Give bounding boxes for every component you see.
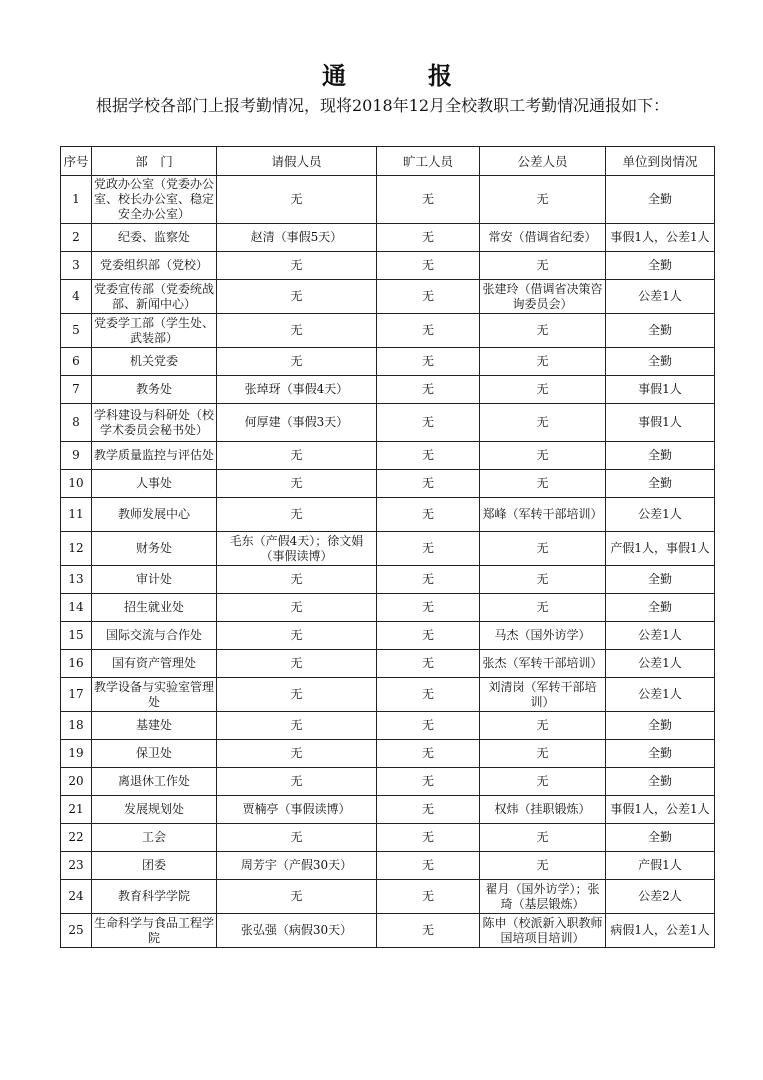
cell-absent: 无 [377, 404, 480, 442]
cell-index: 15 [61, 622, 92, 650]
cell-department: 审计处 [92, 566, 217, 594]
table-row [61, 314, 715, 348]
cell-business-trip: 无 [480, 712, 606, 740]
cell-department: 发展规划处 [92, 796, 217, 824]
cell-leave: 无 [217, 566, 377, 594]
table-row [61, 740, 715, 768]
table-row [61, 404, 715, 442]
cell-department: 工会 [92, 824, 217, 852]
table-row [61, 280, 715, 314]
table-row [61, 824, 715, 852]
cell-unit-status: 事假1人 [606, 404, 715, 442]
cell-department: 国有资产管理处 [92, 650, 217, 678]
cell-index: 22 [61, 824, 92, 852]
cell-unit-status: 产假1人 [606, 852, 715, 880]
table-row [61, 532, 715, 566]
cell-absent: 无 [377, 252, 480, 280]
col-header-absent: 旷工人员 [377, 147, 480, 176]
cell-leave: 周芳宇（产假30天） [217, 852, 377, 880]
col-header-department: 部 门 [92, 147, 217, 176]
cell-business-trip: 无 [480, 740, 606, 768]
table-row [61, 622, 715, 650]
table-row [61, 880, 715, 914]
cell-absent: 无 [377, 796, 480, 824]
cell-unit-status: 全勤 [606, 824, 715, 852]
table-row [61, 498, 715, 532]
cell-unit-status: 病假1人，公差1人 [606, 914, 715, 948]
table-row [61, 678, 715, 712]
cell-unit-status: 公差1人 [606, 622, 715, 650]
cell-unit-status: 全勤 [606, 712, 715, 740]
cell-unit-status: 公差1人 [606, 280, 715, 314]
attendance-table [60, 146, 715, 948]
cell-index: 10 [61, 470, 92, 498]
cell-unit-status: 产假1人，事假1人 [606, 532, 715, 566]
cell-unit-status: 事假1人 [606, 376, 715, 404]
cell-index: 17 [61, 678, 92, 712]
cell-leave: 张弘强（病假30天） [217, 914, 377, 948]
header-row [61, 147, 715, 176]
cell-absent: 无 [377, 280, 480, 314]
cell-absent: 无 [377, 566, 480, 594]
cell-unit-status: 公差2人 [606, 880, 715, 914]
cell-absent: 无 [377, 442, 480, 470]
cell-business-trip: 马杰（国外访学） [480, 622, 606, 650]
cell-absent: 无 [377, 740, 480, 768]
cell-index: 24 [61, 880, 92, 914]
cell-leave: 无 [217, 880, 377, 914]
cell-leave: 无 [217, 348, 377, 376]
cell-unit-status: 公差1人 [606, 498, 715, 532]
cell-index: 6 [61, 348, 92, 376]
cell-unit-status: 全勤 [606, 442, 715, 470]
cell-unit-status: 全勤 [606, 252, 715, 280]
cell-leave: 张琸玡（事假4天） [217, 376, 377, 404]
cell-leave: 无 [217, 176, 377, 224]
cell-business-trip: 无 [480, 470, 606, 498]
cell-business-trip: 翟月（国外访学）；张琦（基层锻炼） [480, 880, 606, 914]
cell-department: 教育科学学院 [92, 880, 217, 914]
cell-business-trip: 无 [480, 852, 606, 880]
intro-paragraph: 根据学校各部门上报考勤情况，现将2018年12月全校教职工考勤情况通报如下： [96, 96, 670, 115]
cell-unit-status: 全勤 [606, 594, 715, 622]
cell-index: 8 [61, 404, 92, 442]
cell-unit-status: 全勤 [606, 470, 715, 498]
cell-department: 招生就业处 [92, 594, 217, 622]
table-row [61, 852, 715, 880]
table-row [61, 442, 715, 470]
col-header-business-trip: 公差人员 [480, 147, 606, 176]
cell-business-trip: 无 [480, 532, 606, 566]
cell-absent: 无 [377, 712, 480, 740]
table-body [61, 176, 715, 948]
table-row [61, 224, 715, 252]
cell-department: 团委 [92, 852, 217, 880]
cell-index: 14 [61, 594, 92, 622]
cell-department: 纪委、监察处 [92, 224, 217, 252]
cell-leave: 贾楠亭（事假读博） [217, 796, 377, 824]
cell-absent: 无 [377, 914, 480, 948]
table-row [61, 252, 715, 280]
cell-department: 基建处 [92, 712, 217, 740]
cell-business-trip: 无 [480, 594, 606, 622]
col-header-index: 序号 [61, 147, 92, 176]
table-row [61, 712, 715, 740]
cell-department: 生命科学与食品工程学院 [92, 914, 217, 948]
table-row [61, 566, 715, 594]
cell-department: 教学设备与实验室管理处 [92, 678, 217, 712]
cell-index: 9 [61, 442, 92, 470]
cell-unit-status: 公差1人 [606, 678, 715, 712]
cell-index: 5 [61, 314, 92, 348]
cell-leave: 无 [217, 498, 377, 532]
cell-leave: 无 [217, 622, 377, 650]
cell-index: 2 [61, 224, 92, 252]
table-row [61, 914, 715, 948]
cell-absent: 无 [377, 498, 480, 532]
title-char-1: 通 [322, 61, 348, 90]
cell-leave: 无 [217, 280, 377, 314]
cell-business-trip: 无 [480, 824, 606, 852]
cell-absent: 无 [377, 768, 480, 796]
cell-leave: 赵清（事假5天） [217, 224, 377, 252]
cell-index: 16 [61, 650, 92, 678]
cell-index: 11 [61, 498, 92, 532]
cell-leave: 无 [217, 470, 377, 498]
cell-business-trip: 无 [480, 566, 606, 594]
cell-absent: 无 [377, 678, 480, 712]
cell-business-trip: 刘清岗（军转干部培训） [480, 678, 606, 712]
cell-leave: 何厚建（事假3天） [217, 404, 377, 442]
cell-department: 人事处 [92, 470, 217, 498]
cell-department: 学科建设与科研处（校学术委员会秘书处） [92, 404, 217, 442]
cell-unit-status: 全勤 [606, 314, 715, 348]
table-row [61, 470, 715, 498]
cell-absent: 无 [377, 594, 480, 622]
cell-department: 教师发展中心 [92, 498, 217, 532]
cell-business-trip: 无 [480, 376, 606, 404]
cell-absent: 无 [377, 824, 480, 852]
cell-business-trip: 常安（借调省纪委） [480, 224, 606, 252]
cell-unit-status: 全勤 [606, 566, 715, 594]
cell-index: 13 [61, 566, 92, 594]
cell-unit-status: 事假1人，公差1人 [606, 224, 715, 252]
cell-business-trip: 郑峰（军转干部培训） [480, 498, 606, 532]
table-row [61, 376, 715, 404]
cell-department: 党委组织部（党校） [92, 252, 217, 280]
cell-business-trip: 无 [480, 252, 606, 280]
cell-department: 国际交流与合作处 [92, 622, 217, 650]
cell-index: 25 [61, 914, 92, 948]
cell-department: 党政办公室（党委办公室、校长办公室、稳定安全办公室） [92, 176, 217, 224]
cell-leave: 无 [217, 824, 377, 852]
cell-leave: 无 [217, 442, 377, 470]
cell-leave: 毛东（产假4天）；徐文娟（事假读博） [217, 532, 377, 566]
col-header-unit-status: 单位到岗情况 [606, 147, 715, 176]
table-row [61, 796, 715, 824]
cell-index: 23 [61, 852, 92, 880]
cell-department: 教学质量监控与评估处 [92, 442, 217, 470]
cell-absent: 无 [377, 470, 480, 498]
cell-business-trip: 陈申（校派新入职教师国培项目培训） [480, 914, 606, 948]
cell-department: 党委宣传部（党委统战部、新闻中心） [92, 280, 217, 314]
cell-index: 1 [61, 176, 92, 224]
cell-index: 19 [61, 740, 92, 768]
cell-unit-status: 公差1人 [606, 650, 715, 678]
table-row [61, 594, 715, 622]
table-row [61, 176, 715, 224]
cell-absent: 无 [377, 880, 480, 914]
cell-absent: 无 [377, 376, 480, 404]
cell-unit-status: 全勤 [606, 176, 715, 224]
cell-business-trip: 无 [480, 348, 606, 376]
cell-leave: 无 [217, 650, 377, 678]
cell-business-trip: 无 [480, 176, 606, 224]
cell-index: 4 [61, 280, 92, 314]
cell-department: 保卫处 [92, 740, 217, 768]
cell-leave: 无 [217, 712, 377, 740]
cell-absent: 无 [377, 314, 480, 348]
cell-business-trip: 无 [480, 768, 606, 796]
cell-unit-status: 全勤 [606, 768, 715, 796]
cell-business-trip: 张杰（军转干部培训） [480, 650, 606, 678]
cell-department: 党委学工部（学生处、武装部） [92, 314, 217, 348]
cell-index: 12 [61, 532, 92, 566]
cell-unit-status: 全勤 [606, 740, 715, 768]
table-row [61, 348, 715, 376]
cell-business-trip: 无 [480, 314, 606, 348]
cell-index: 3 [61, 252, 92, 280]
table-row [61, 650, 715, 678]
cell-leave: 无 [217, 678, 377, 712]
cell-leave: 无 [217, 314, 377, 348]
table-row [61, 768, 715, 796]
cell-department: 教务处 [92, 376, 217, 404]
cell-business-trip: 权炜（挂职锻炼） [480, 796, 606, 824]
cell-department: 机关党委 [92, 348, 217, 376]
cell-business-trip: 无 [480, 404, 606, 442]
cell-index: 18 [61, 712, 92, 740]
cell-leave: 无 [217, 740, 377, 768]
cell-absent: 无 [377, 348, 480, 376]
cell-index: 7 [61, 376, 92, 404]
title-char-2: 报 [428, 61, 454, 90]
cell-absent: 无 [377, 176, 480, 224]
cell-absent: 无 [377, 852, 480, 880]
cell-unit-status: 事假1人，公差1人 [606, 796, 715, 824]
cell-absent: 无 [377, 622, 480, 650]
cell-leave: 无 [217, 768, 377, 796]
cell-unit-status: 全勤 [606, 348, 715, 376]
col-header-leave: 请假人员 [217, 147, 377, 176]
cell-business-trip: 张建玲（借调省决策咨询委员会） [480, 280, 606, 314]
cell-absent: 无 [377, 650, 480, 678]
cell-index: 20 [61, 768, 92, 796]
cell-leave: 无 [217, 594, 377, 622]
cell-absent: 无 [377, 532, 480, 566]
cell-business-trip: 无 [480, 442, 606, 470]
cell-department: 离退休工作处 [92, 768, 217, 796]
cell-absent: 无 [377, 224, 480, 252]
cell-index: 21 [61, 796, 92, 824]
cell-department: 财务处 [92, 532, 217, 566]
cell-leave: 无 [217, 252, 377, 280]
